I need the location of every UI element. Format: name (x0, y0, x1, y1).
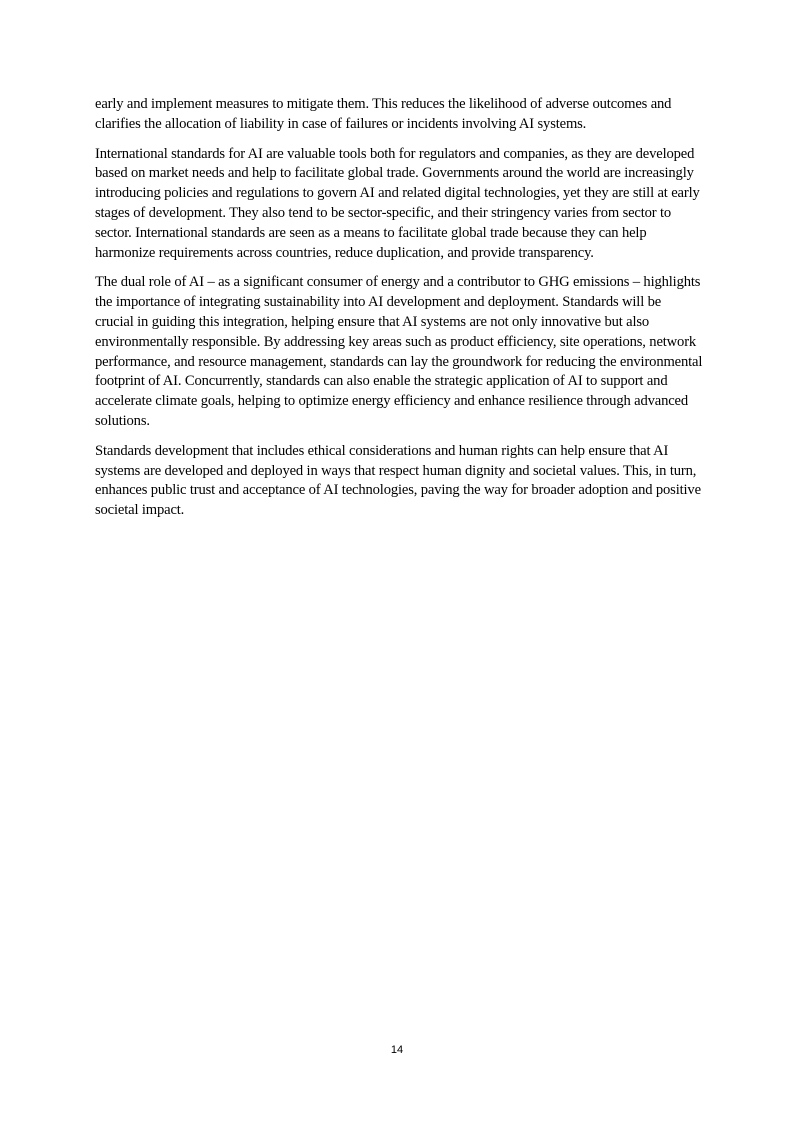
paragraph-international-standards: International standards for AI are valuable tools both for regulators and companies, as they are developed based on market needs and help to facilitate global trade. Governments around the world are increasingly introducing policies and regulations to govern AI and related digital technologies, yet they are still at early stages of development. They also tend to be sector-specific, and their stringency varies from sector to sector. International standards are seen as a means to facilitate global trade because they can help harmonize requirements across countries, reduce duplication, and provide transparency. (95, 145, 700, 261)
page-number: 14 (390, 1044, 404, 1056)
paragraph-liability: early and implement measures to mitigate them. This reduces the likelihood of adverse outcomes and clarifies the allocation of liability in case of failures or incidents involving AI systems. (95, 96, 672, 132)
page-body (95, 95, 703, 531)
paragraph-sustainability: The dual role of AI – as a significant consumer of energy and a contributor to GHG emissions – highlights the importance of integrating sustainability into AI development and deployment. Standards will be crucial in guiding this integration, helping ensure that AI systems are not only innovative but also environmentally responsible. By addressing key areas such as product efficiency, site operations, network performance, and resource management, standards can lay the groundwork for reducing the environmental footprint of AI. Concurrently, standards can also enable the strategic application of AI to support and accelerate climate goals, helping to optimize energy efficiency and enhance resilience through advanced solutions. (95, 274, 703, 429)
paragraph-ethics: Standards development that includes ethical considerations and human rights can help ensure that AI systems are developed and deployed in ways that respect human dignity and societal values. This, in turn, enhances public trust and acceptance of AI technologies, paving the way for broader adoption and positive societal impact. (95, 442, 701, 519)
